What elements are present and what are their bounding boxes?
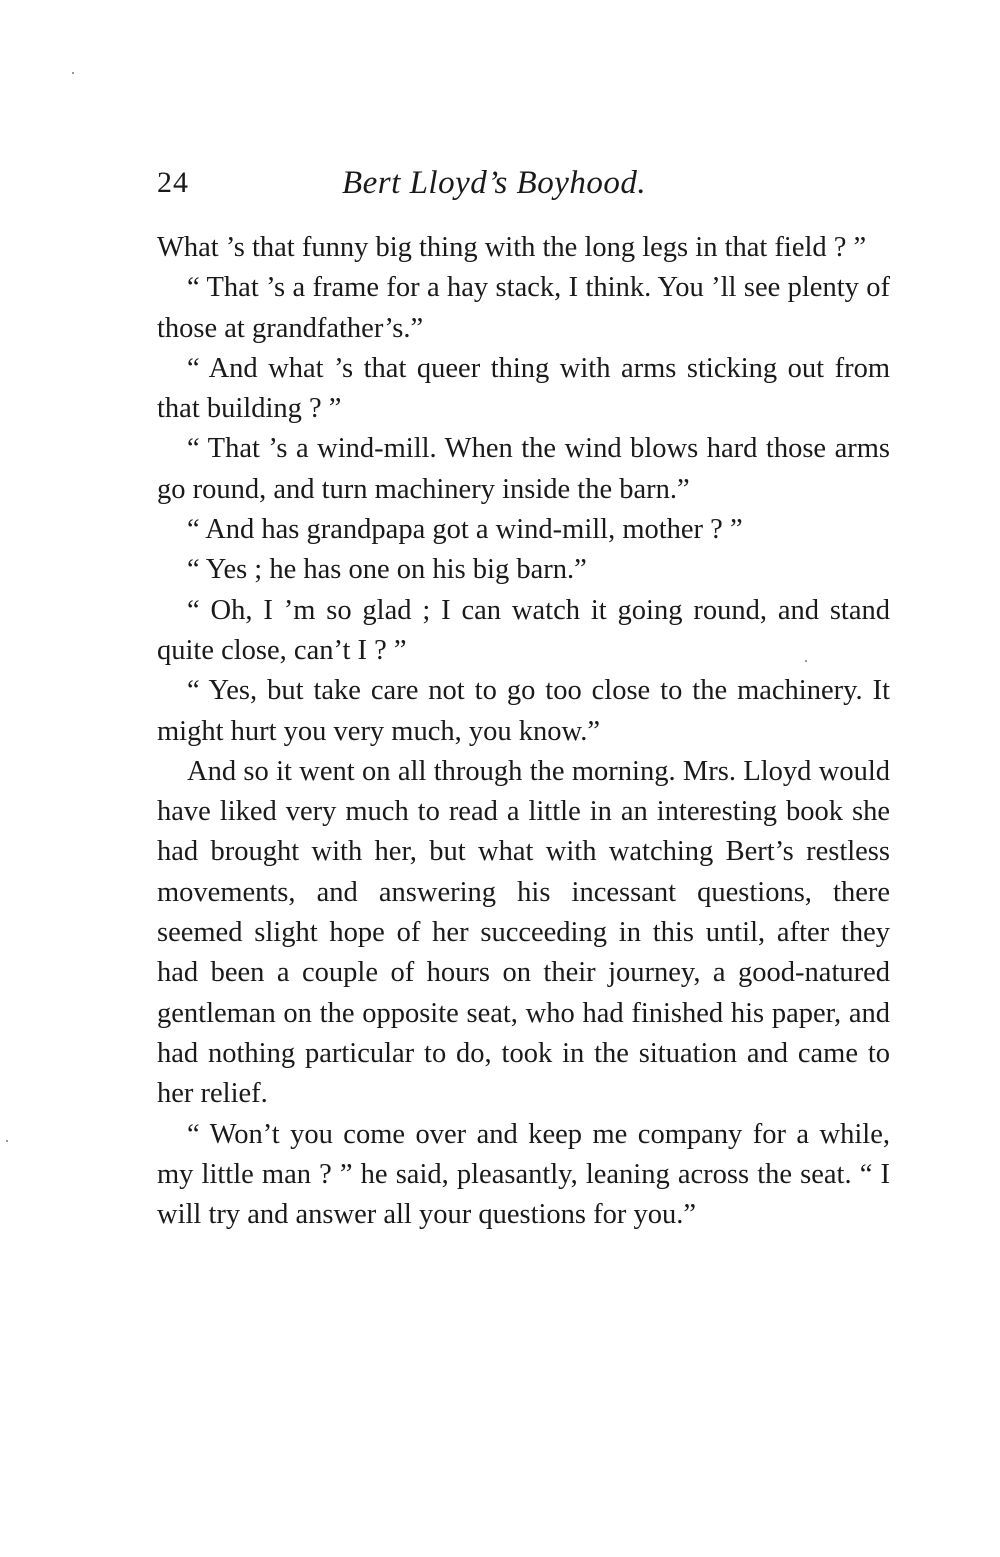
- paragraph: “ Yes, but take care not to go too close to the machinery. It might hurt you very much, you know.”: [157, 675, 890, 747]
- paragraph: “ Yes ; he has one on his big barn.”: [187, 554, 587, 586]
- paragraph: “ That ’s a frame for a hay stack, I think. You ’ll see plenty of those at grandfather’s.”: [157, 272, 890, 344]
- paragraph: “ That ’s a wind-mill. When the wind blows hard those arms go round, and turn machinery inside the barn.”: [157, 433, 890, 505]
- scan-speck: [6, 1140, 8, 1142]
- paragraph: And so it went on all through the morning. Mrs. Lloyd would have liked very much to read a little in an interesting book she had brought with her, but what with watching Bert’s restless movements, and answering his incessant questions, there seemed slight hope of her succeeding in this until, after they had been a couple of hours on their journey, a good-natured gentleman on the opposite seat, who had finished his paper, and had nothing particular to do, took in the situation and came to her relief.: [157, 755, 890, 1110]
- paragraph: “ Oh, I ’m so glad ; I can watch it going round, and stand quite close, can’t I ? ”: [157, 594, 890, 666]
- paragraph: “ And what ’s that queer thing with arms sticking out from that building ? ”: [157, 352, 890, 425]
- page-header: [157, 158, 892, 208]
- paragraph: What ’s that funny big thing with the long legs in that field ? ”: [157, 232, 867, 263]
- paragraph: “ And has grandpapa got a wind-mill, mother ? ”: [187, 514, 743, 546]
- page-number: 24: [157, 166, 189, 199]
- scan-speck: [72, 72, 74, 74]
- body-text: [157, 228, 890, 1235]
- running-title: Bert Lloyd’s Boyhood.: [342, 165, 647, 201]
- paragraph: “ Won’t you come over and keep me company for a while, my little man ? ” he said, pleasantly, leaning across the seat. “ I will try and answer all your questions for you.”: [157, 1118, 890, 1231]
- scan-speck: [805, 660, 807, 662]
